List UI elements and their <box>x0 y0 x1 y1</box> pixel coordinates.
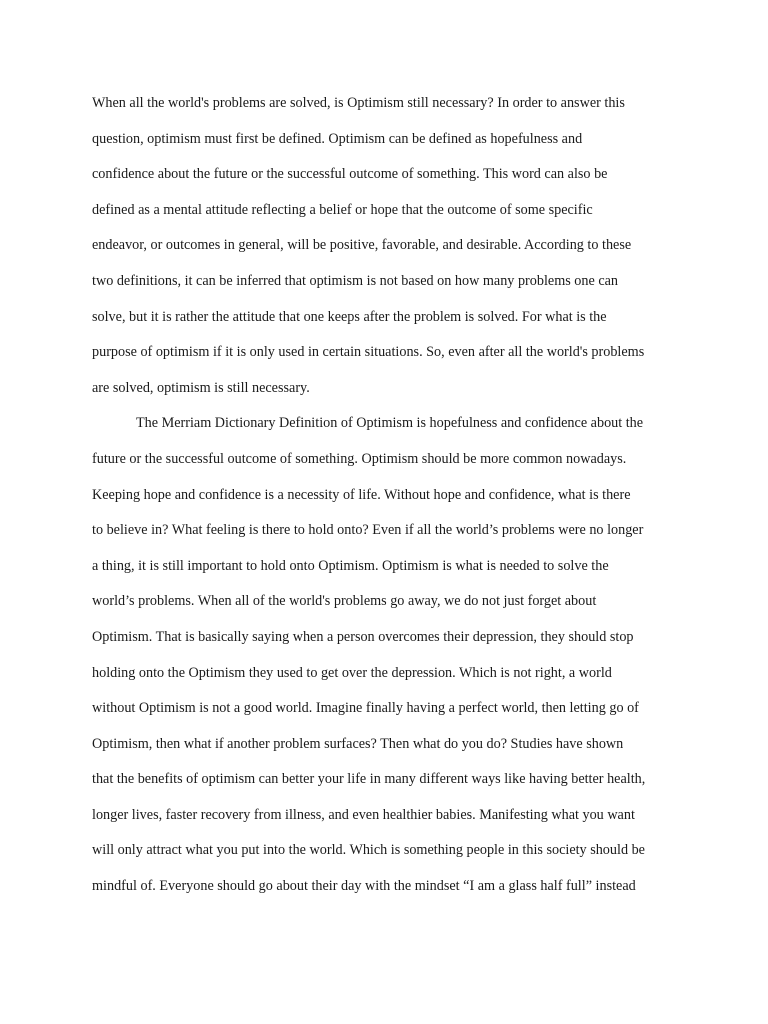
text-line: defined as a mental attitude reflecting a belief or hope that the outcome of some specific <box>92 201 593 218</box>
text-line: Optimism, then what if another problem surfaces? Then what do you do? Studies have shown <box>92 735 624 752</box>
text-line: endeavor, or outcomes in general, will be positive, favorable, and desirable. According to these <box>92 237 632 254</box>
text-line: world’s problems. When all of the world's problems go away, we do not just forget about <box>92 593 597 610</box>
text-line: will only attract what you put into the world. Which is something people in this society should be <box>92 842 645 859</box>
document-body <box>92 90 672 909</box>
paragraph-1 <box>92 90 672 410</box>
text-line: longer lives, faster recovery from illness, and even healthier babies. Manifesting what you want <box>92 806 635 823</box>
text-line: purpose of optimism if it is only used in certain situations. So, even after all the world's problems <box>92 344 645 361</box>
text-line: a thing, it is still important to hold onto Optimism. Optimism is what is needed to solve the <box>92 557 609 574</box>
text-line: mindful of. Everyone should go about their day with the mindset “I am a glass half full” instead <box>92 878 636 895</box>
text-line: solve, but it is rather the attitude that one keeps after the problem is solved. For what is the <box>92 308 607 325</box>
text-line: two definitions, it can be inferred that optimism is not based on how many problems one can <box>92 272 619 289</box>
text-line: confidence about the future or the successful outcome of something. This word can also be <box>92 166 608 183</box>
text-line: holding onto the Optimism they used to get over the depression. Which is not right, a world <box>92 664 612 681</box>
text-line: When all the world's problems are solved, is Optimism still necessary? In order to answer this <box>92 95 625 111</box>
text-line: without Optimism is not a good world. Imagine finally having a perfect world, then letting go of <box>92 700 639 717</box>
text-line: are solved, optimism is still necessary. <box>92 379 310 396</box>
text-line: question, optimism must first be defined. Optimism can be defined as hopefulness and <box>92 130 583 147</box>
text-line: to believe in? What feeling is there to hold onto? Even if all the world’s problems were no longer <box>92 522 644 539</box>
text-line: future or the successful outcome of something. Optimism should be more common nowadays. <box>92 450 627 467</box>
paragraph-2 <box>92 410 672 908</box>
text-line-indented: The Merriam Dictionary Definition of Optimism is hopefulness and confidence about the <box>136 415 644 432</box>
text-line: Optimism. That is basically saying when a person overcomes their depression, they should stop <box>92 628 634 645</box>
text-line: Keeping hope and confidence is a necessity of life. Without hope and confidence, what is there <box>92 486 631 503</box>
text-line: that the benefits of optimism can better your life in many different ways like having better health, <box>92 771 646 788</box>
